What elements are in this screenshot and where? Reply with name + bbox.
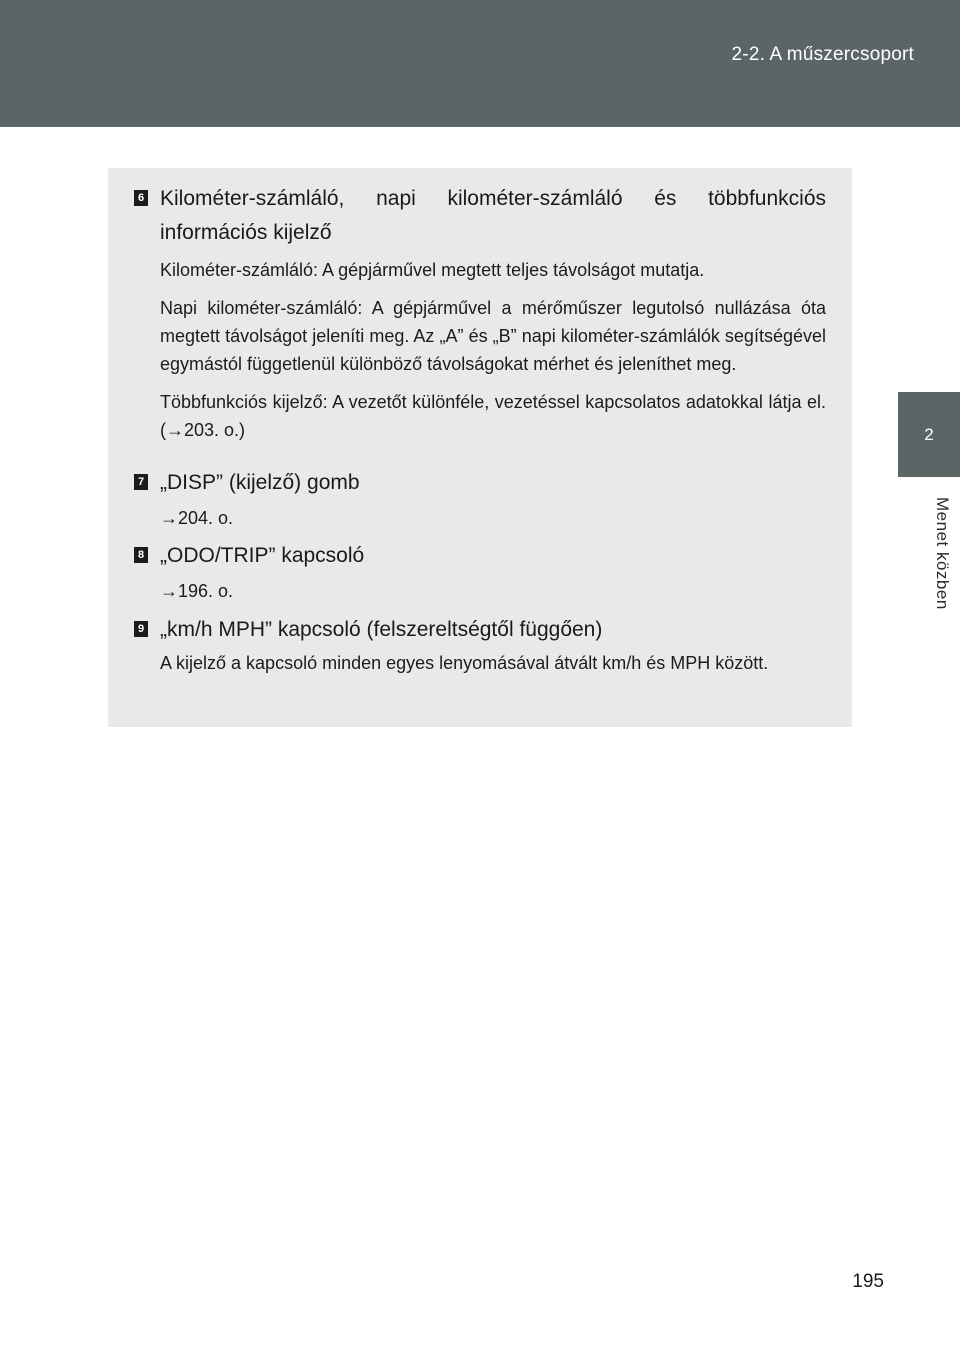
item-6 (134, 182, 826, 444)
page-number: 195 (852, 1271, 884, 1292)
item-paragraph: Kilométer-számláló: A gépjárművel megtett teljes távolságot mutatja. (160, 260, 705, 280)
item-paragraph: Napi kilométer-számláló: A gépjárművel a mérőműszer legutolsó nullázása óta megtett távolságot jeleníti meg. Az „A” és „B” napi kilométer-számlálók segítségével egymástól függetlenül különböző távolságokat mérhet és jeleníthet meg. (160, 298, 826, 374)
chapter-tab: 2 (898, 392, 960, 477)
page-reference: →196. o. (160, 581, 234, 601)
item-7 (134, 466, 826, 532)
page-reference: →204. o. (160, 508, 234, 528)
item-8 (134, 539, 826, 605)
item-title: Kilométer-számláló, napi kilométer-számláló és többfunkciós információs kijelző (160, 187, 826, 244)
item-paragraph: A kijelző a kapcsoló minden egyes lenyomásával átvált km/h és MPH között. (160, 653, 769, 673)
item-title: „DISP” (kijelző) gomb (160, 471, 360, 494)
item-9 (134, 613, 826, 677)
content-panel (108, 168, 852, 727)
item-title: „ODO/TRIP” kapcsoló (160, 544, 365, 567)
item-paragraph: Többfunkciós kijelző: A vezetőt különféle, vezetéssel kapcsolatos adatokkal látja el. (→203. o.) (160, 392, 826, 440)
item-title: „km/h MPH” kapcsoló (felszereltségtől függően) (160, 618, 603, 641)
item-number-badge: 9 (134, 621, 148, 637)
section-title: 2-2. A műszercsoport (731, 44, 914, 65)
item-number-badge: 8 (134, 547, 148, 563)
item-number-badge: 6 (134, 190, 148, 206)
item-number-badge: 7 (134, 474, 148, 490)
chapter-label: Menet közben (933, 497, 952, 610)
page-header (0, 0, 960, 127)
